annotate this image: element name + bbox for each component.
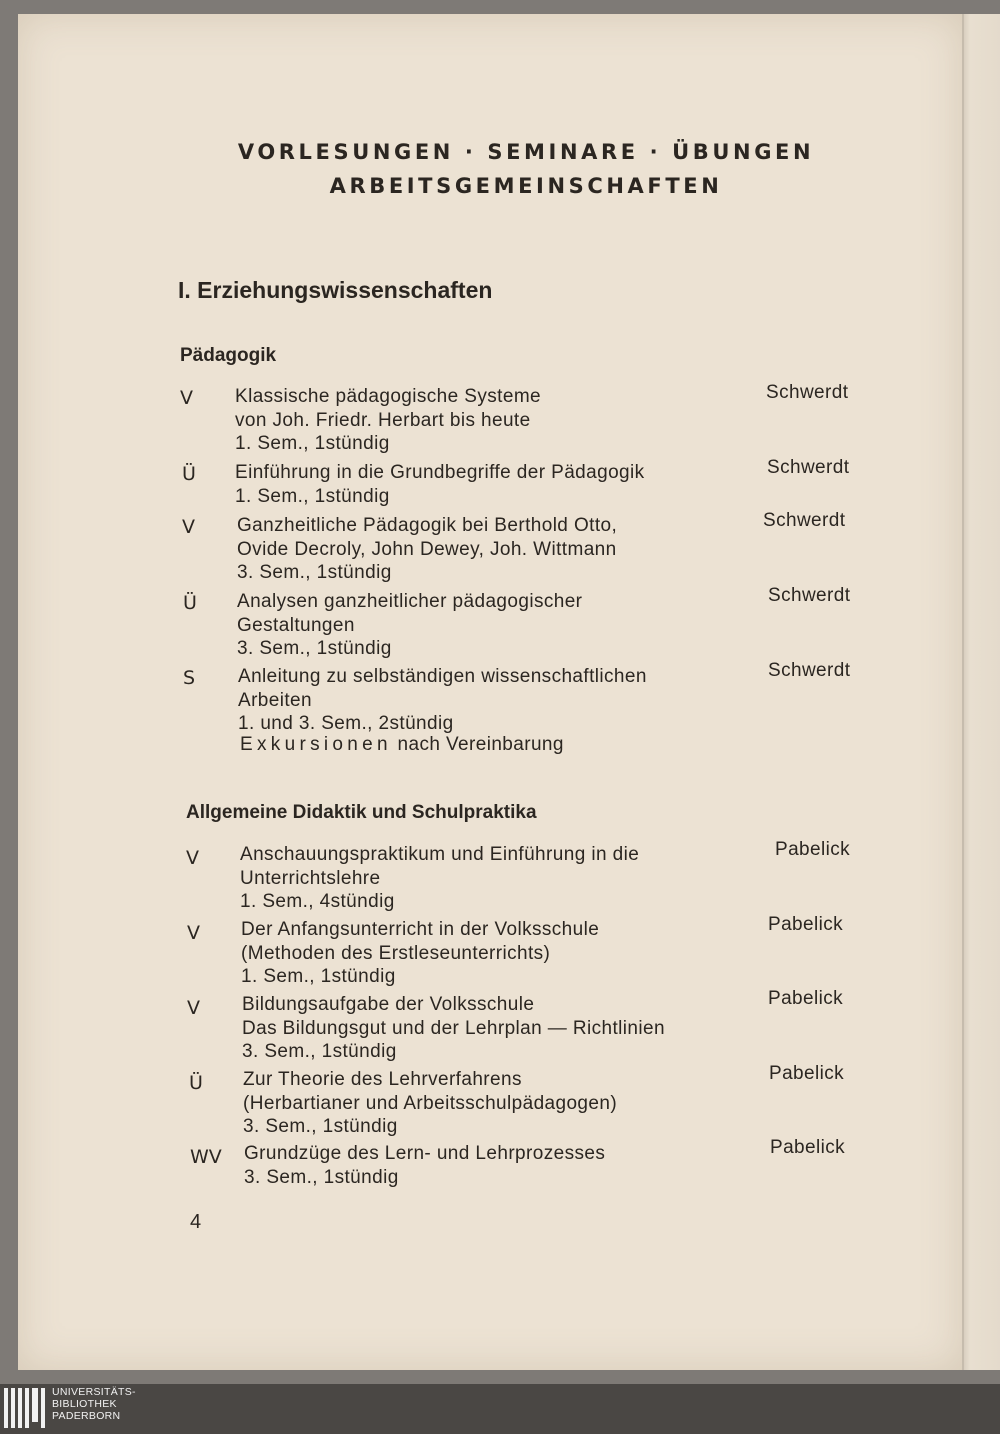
excursion-label: Exkursionen (240, 734, 392, 755)
logo-line: BIBLIOTHEK (52, 1398, 117, 1410)
course-line: 1. und 3. Sem., 2stündig (238, 713, 454, 734)
subsection-title-didaktik: Allgemeine Didaktik und Schulpraktika (186, 802, 537, 823)
course-line: Arbeiten (238, 689, 312, 711)
section-title: I. Erziehungswissenschaften (178, 277, 493, 303)
course-line: Einführung in die Grundbegriffe der Pädagogik (235, 462, 645, 483)
course-line: von Joh. Friedr. Herbart bis heute (235, 409, 531, 431)
course-type: V (187, 997, 200, 1019)
course-type: V (186, 847, 199, 869)
course-line: 1. Sem., 1stündig (235, 485, 390, 507)
course-lecturer: Schwerdt (768, 660, 851, 681)
logo-line: PADERBORN (52, 1410, 121, 1422)
course-line: Anleitung zu selbständigen wissenschaftlichen (238, 666, 647, 687)
course-lecturer: Schwerdt (768, 585, 851, 606)
course-description (235, 461, 645, 508)
course-description (244, 1142, 605, 1189)
course-type: V (180, 387, 193, 409)
course-description (238, 665, 647, 736)
course-lecturer: Pabelick (769, 1063, 845, 1084)
course-type: V (182, 516, 195, 538)
course-line: Der Anfangsunterricht in der Volksschule (241, 919, 600, 940)
page-number: 4 (190, 1211, 202, 1233)
course-description (240, 843, 639, 914)
course-lecturer: Pabelick (770, 1137, 846, 1158)
course-line: (Methoden des Erstleseunterrichts) (241, 942, 551, 964)
course-line: Ganzheitliche Pädagogik bei Berthold Otto, (237, 515, 618, 536)
course-line: 1. Sem., 4stündig (240, 891, 395, 912)
course-type: Ü (189, 1072, 203, 1094)
course-lecturer: Pabelick (768, 914, 844, 935)
course-description (242, 993, 665, 1064)
course-lecturer: Schwerdt (763, 510, 846, 531)
course-type: WV (190, 1146, 222, 1168)
header-line-1: VORLESUNGEN · SEMINARE · ÜBUNGEN (237, 140, 815, 164)
course-type: Ü (183, 592, 197, 614)
course-line: 3. Sem., 1stündig (243, 1116, 398, 1137)
course-type: S (183, 667, 196, 689)
course-type: Ü (182, 463, 196, 485)
course-line: Ovide Decroly, John Dewey, Joh. Wittmann (237, 538, 617, 560)
next-page-edge (962, 14, 1000, 1370)
course-lecturer: Pabelick (768, 988, 844, 1009)
course-line: Analysen ganzheitlicher pädagogischer (237, 591, 583, 612)
course-line: Klassische pädagogische Systeme (235, 386, 542, 407)
subsection-title-paedagogik: Pädagogik (180, 345, 277, 366)
header-line-2: ARBEITSGEMEINSCHAFTEN (329, 174, 723, 198)
course-line: Zur Theorie des Lehrverfahrens (243, 1069, 522, 1090)
course-lecturer: Schwerdt (767, 457, 850, 478)
course-line: 1. Sem., 1stündig (235, 433, 390, 454)
course-lecturer: Schwerdt (766, 382, 849, 403)
course-lecturer: Pabelick (775, 839, 851, 860)
course-line: Bildungsaufgabe der Volksschule (242, 994, 535, 1015)
course-line: Unterrichtslehre (240, 867, 381, 889)
footer-bar (0, 1384, 1000, 1434)
library-logo-icon (4, 1388, 45, 1428)
course-line: 1. Sem., 1stündig (241, 966, 396, 987)
course-description (235, 385, 541, 456)
course-line: Anschauungspraktikum und Einführung in die (240, 844, 640, 865)
course-description (237, 590, 582, 661)
course-description (243, 1068, 617, 1139)
logo-line: UNIVERSITÄTS- (52, 1386, 136, 1398)
course-line: Grundzüge des Lern- und Lehrprozesses (244, 1143, 606, 1164)
library-logo-text (52, 1386, 136, 1422)
course-description (241, 918, 599, 989)
course-line: (Herbartianer und Arbeitsschulpädagogen) (243, 1092, 618, 1114)
course-description (237, 514, 617, 585)
course-line: 3. Sem., 1stündig (237, 638, 392, 659)
course-line: Gestaltungen (237, 614, 355, 636)
excursion-text: nach Vereinbarung (397, 734, 564, 755)
course-line: Das Bildungsgut und der Lehrplan — Richtlinien (242, 1017, 665, 1039)
course-line: 3. Sem., 1stündig (237, 562, 392, 583)
course-type: V (187, 922, 200, 944)
course-line: 3. Sem., 1stündig (242, 1041, 397, 1062)
course-line: 3. Sem., 1stündig (244, 1166, 399, 1188)
